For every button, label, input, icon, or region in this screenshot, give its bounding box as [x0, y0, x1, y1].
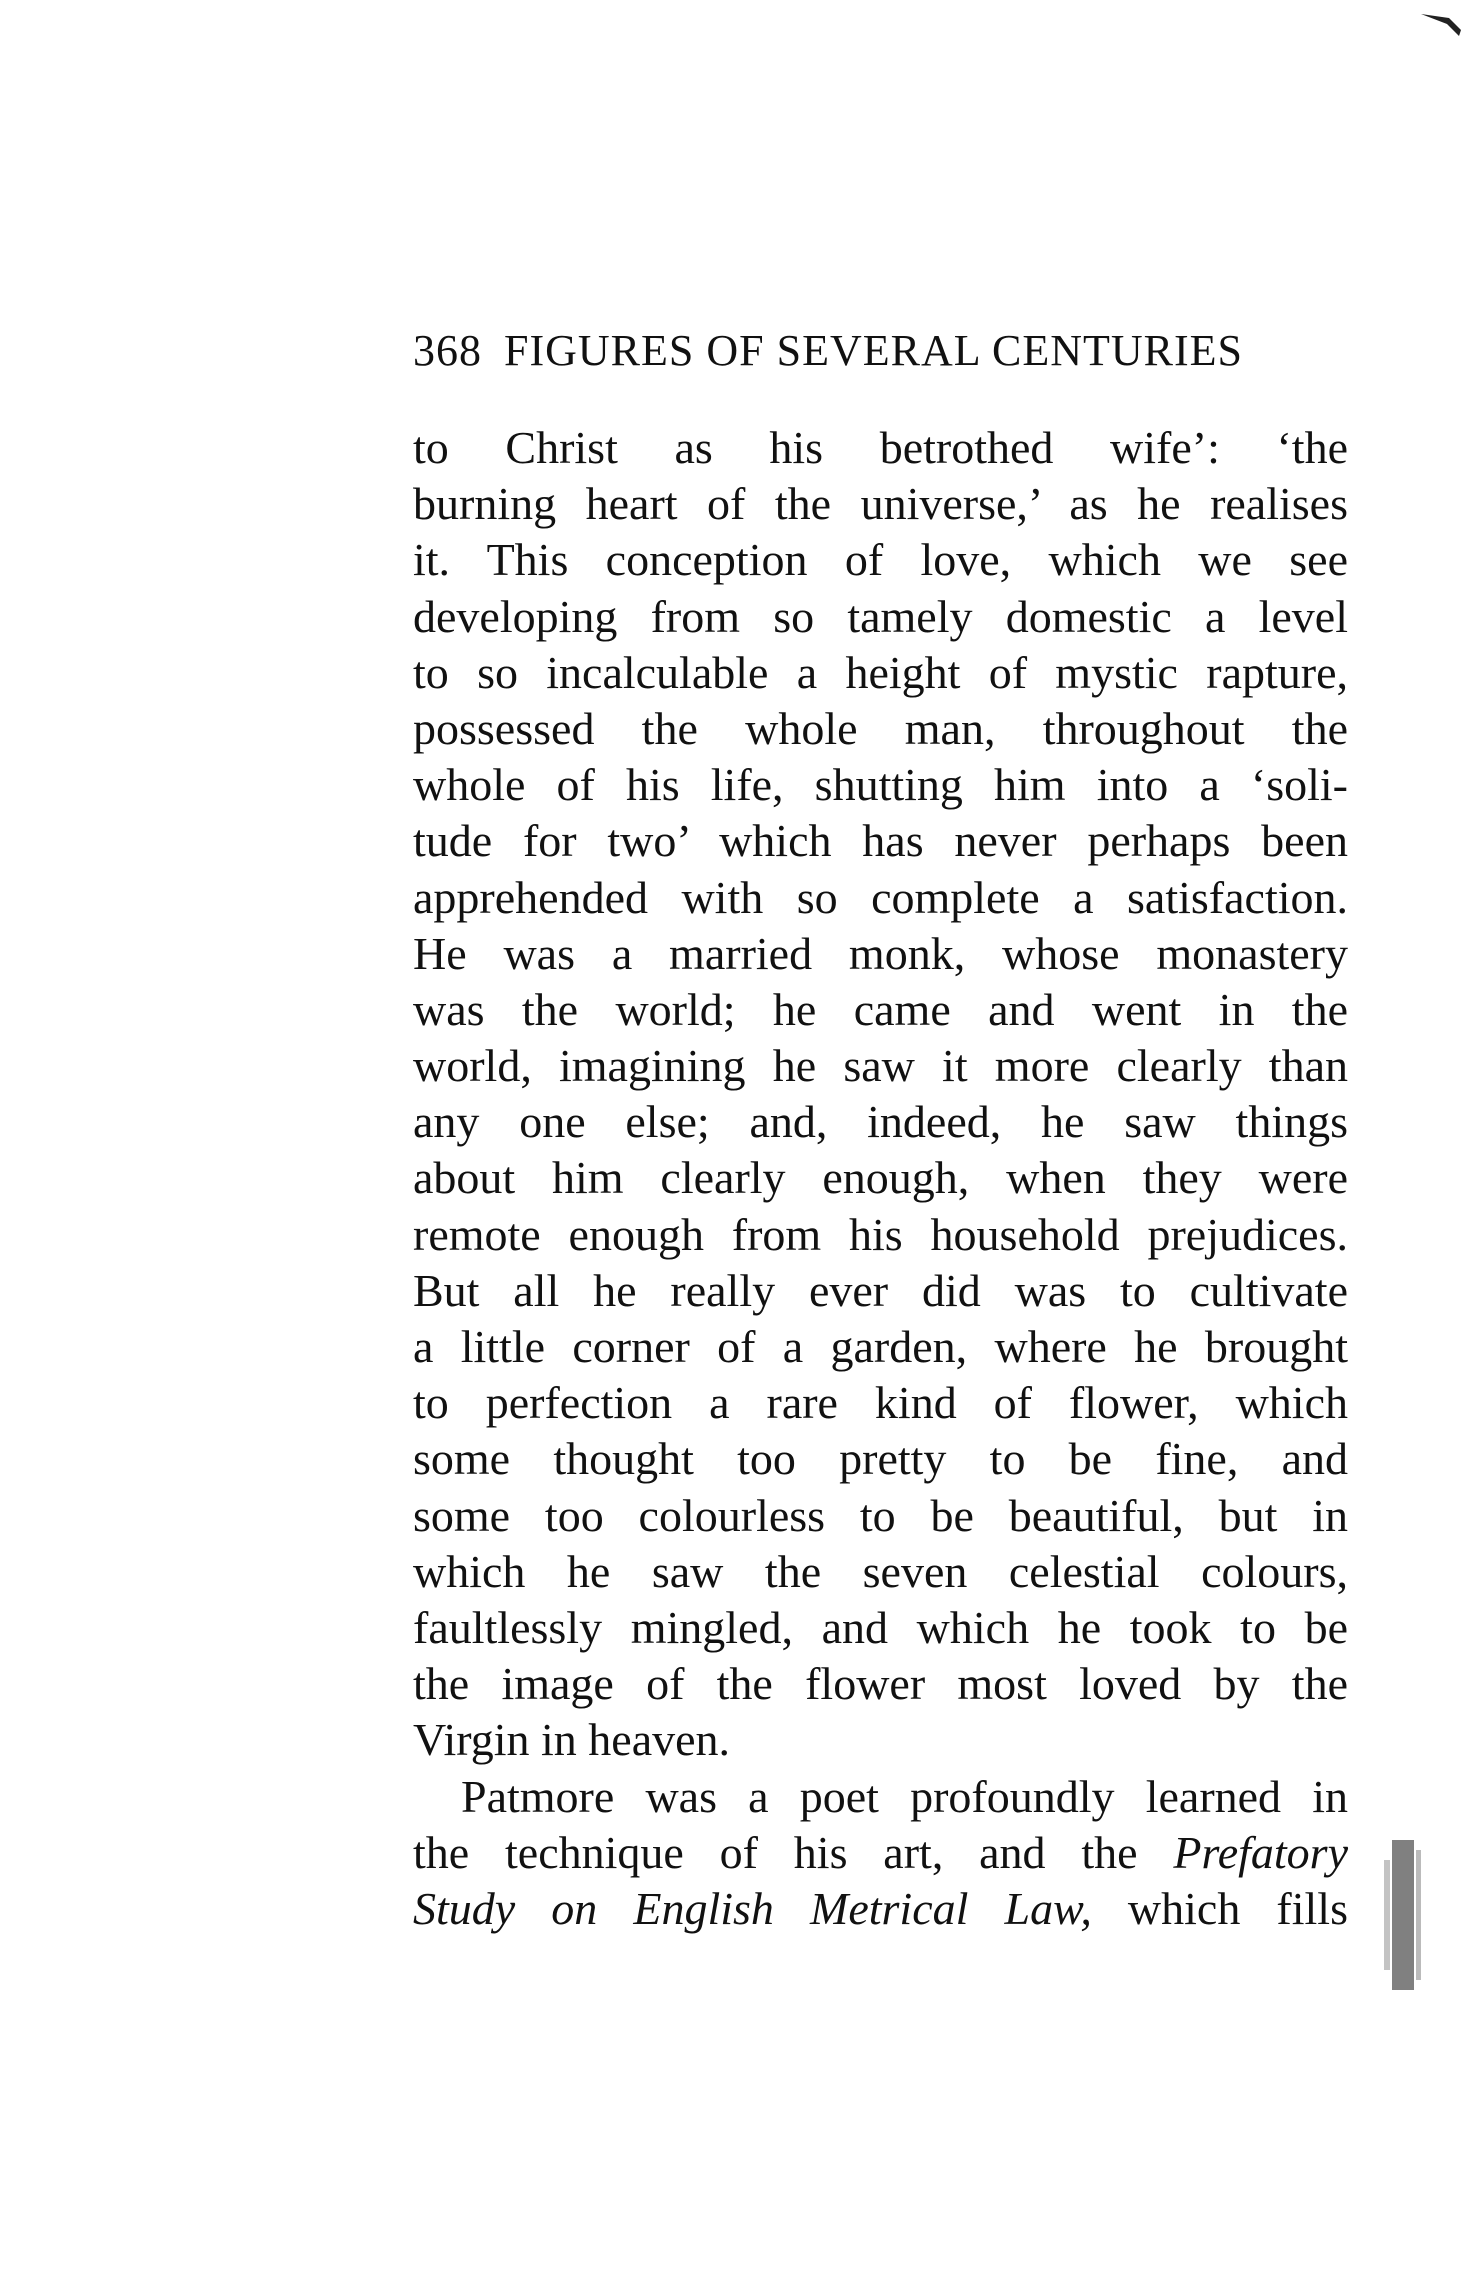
- text-line: faultlessly mingled, and which he took to be: [413, 1601, 1348, 1653]
- text-line: to so incalculable a height of mystic rapture,: [413, 646, 1348, 698]
- body-text: [413, 420, 1348, 1937]
- italic-title-run: Prefatory: [1173, 1826, 1348, 1878]
- text-line: possessed the whole man, throughout the: [413, 702, 1348, 754]
- text-line: [413, 1825, 1348, 1881]
- text-line: about him clearly enough, when they were: [413, 1152, 1348, 1204]
- text-line: a little corner of a garden, where he brought: [413, 1321, 1348, 1372]
- text-line: whole of his life, shutting him into a ‘soli-: [413, 759, 1348, 811]
- page-number: 368: [413, 326, 482, 375]
- text-line: world, imagining he saw it more clearly than: [413, 1040, 1348, 1092]
- text-line: to Christ as his betrothed wife’: ‘the: [413, 422, 1348, 473]
- text-line: developing from so tamely domestic a level: [413, 590, 1348, 642]
- text-line: any one else; and, indeed, he saw things: [413, 1096, 1348, 1148]
- text-line: it. This conception of love, which we see: [413, 534, 1348, 586]
- text-line: [413, 1881, 1348, 1937]
- text-run: which fills: [1091, 1882, 1348, 1934]
- text-run: the technique of his art, and the: [413, 1826, 1174, 1878]
- running-title: FIGURES OF SEVERAL CENTURIES: [504, 326, 1243, 375]
- text-line: some too colourless to be beautiful, but in: [413, 1489, 1348, 1541]
- text-line: burning heart of the universe,’ as he realises: [413, 478, 1348, 530]
- text-line: the image of the flower most loved by the: [413, 1658, 1348, 1710]
- page-edge-scan-artifact: [1370, 1830, 1430, 2010]
- text-line: He was a married monk, whose monastery: [413, 927, 1348, 979]
- text-line: remote enough from his household prejudices.: [413, 1208, 1348, 1260]
- text-line: Patmore was a poet profoundly learned in: [461, 1770, 1348, 1822]
- text-line: Virgin in heaven.: [413, 1714, 731, 1766]
- text-line: which he saw the seven celestial colours,: [413, 1545, 1348, 1597]
- text-line: But all he really ever did was to cultivate: [413, 1264, 1348, 1316]
- text-line: tude for two’ which has never perhaps been: [413, 815, 1348, 867]
- text-line: some thought too pretty to be fine, and: [413, 1433, 1348, 1485]
- corner-scan-mark: [1419, 8, 1463, 38]
- text-line: was the world; he came and went in the: [413, 983, 1348, 1035]
- text-line: to perfection a rare kind of flower, which: [413, 1377, 1348, 1429]
- running-header: [413, 325, 1348, 376]
- text-line: apprehended with so complete a satisfaction.: [413, 871, 1348, 923]
- italic-title-run: Study on English Metrical Law,: [413, 1882, 1092, 1934]
